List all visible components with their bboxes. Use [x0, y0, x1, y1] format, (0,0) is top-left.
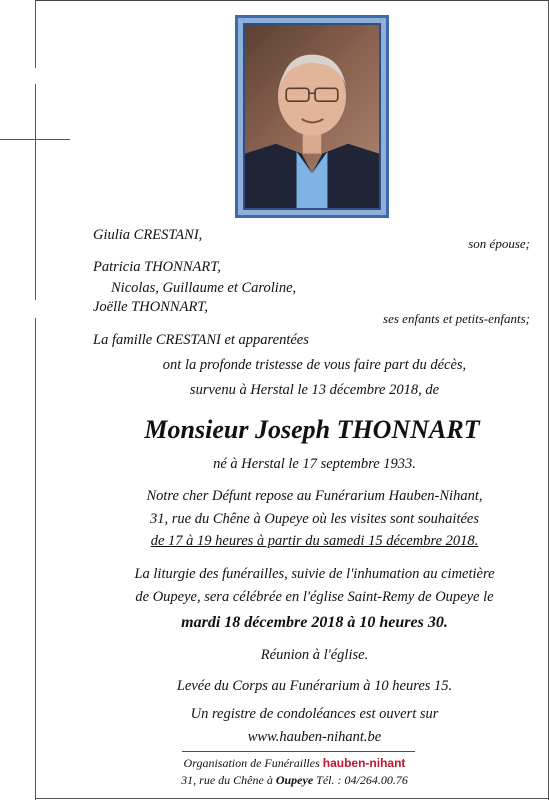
frame-left-border-bottom — [35, 318, 36, 800]
visits-line-2: 31, rue du Chêne à Oupeye où les visites sont souhaitées — [149, 511, 479, 527]
funeral-line-1: La liturgie des funérailles, suivie de l'inhumation au cimetière — [134, 566, 495, 582]
cross-icon-horizontal — [0, 139, 70, 140]
family-line: La famille CRESTANI et apparentées — [93, 332, 309, 348]
funeral-line-2: de Oupeye, sera célébrée en l'église Saint-Remy de Oupeye le — [135, 589, 494, 605]
children-role: ses enfants et petits-enfants; — [383, 311, 530, 326]
visits-hours: de 17 à 19 heures à partir du samedi 15 décembre 2018. — [150, 533, 479, 549]
church-meeting: Réunion à l'église. — [260, 647, 369, 663]
address-street: 31, rue du Chêne à — [181, 773, 273, 787]
frame-bottom-border — [35, 798, 549, 799]
organizer-address — [20, 774, 549, 786]
levee-line: Levée du Corps au Funérarium à 10 heures 15. — [176, 678, 453, 694]
phone-number: Tél. : 04/264.00.76 — [316, 773, 408, 787]
organizer-line — [20, 757, 549, 769]
frame-top-border — [35, 0, 549, 1]
portrait-image — [243, 23, 381, 210]
frame-left-border-top — [35, 0, 36, 68]
cross-icon-vertical — [35, 84, 36, 300]
announcement-line-2: survenu à Herstal le 13 décembre 2018, de — [189, 382, 440, 398]
child-name-2: Joëlle THONNART, — [93, 299, 208, 315]
separator-line — [182, 751, 415, 752]
grandchildren-names: Nicolas, Guillaume et Caroline, — [111, 280, 297, 296]
organizer-label: Organisation de Funérailles — [183, 756, 320, 770]
child-name-1: Patricia THONNART, — [93, 259, 221, 275]
registry-line: Un registre de condoléances est ouvert sur — [190, 706, 439, 722]
deceased-name: Monsieur Joseph THONNART — [144, 415, 480, 444]
wife-role: son épouse; — [468, 236, 530, 251]
visits-line-1: Notre cher Défunt repose au Funérarium Hauben-Nihant, — [146, 488, 483, 504]
address-town: Oupeye — [275, 773, 314, 787]
wife-name: Giulia CRESTANI, — [93, 227, 203, 243]
birth-line: né à Herstal le 17 septembre 1933. — [213, 456, 416, 472]
portrait-photo — [235, 15, 389, 218]
brand-logo: hauben-nihant — [322, 756, 406, 770]
website-link[interactable]: www.hauben-nihant.be — [247, 729, 382, 745]
announcement-line-1: ont la profonde tristesse de vous faire part du décès, — [162, 357, 467, 373]
funeral-date: mardi 18 décembre 2018 à 10 heures 30. — [181, 614, 448, 631]
